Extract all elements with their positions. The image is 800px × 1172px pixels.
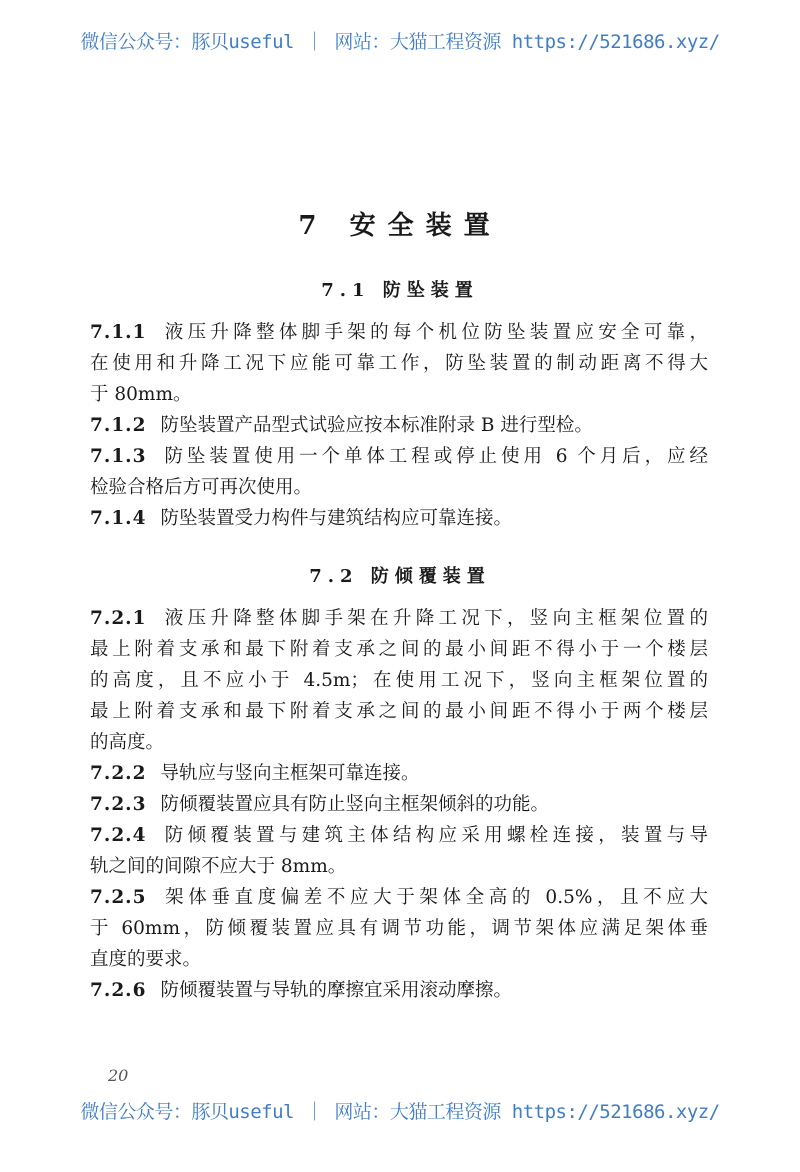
clause-line — [90, 665, 708, 696]
clause-number: 7.2.5 — [90, 887, 147, 908]
section-heading-7-1: 7.1 防坠装置 — [321, 280, 479, 301]
clause-number: 7.1.4 — [90, 508, 147, 529]
clause-line — [90, 603, 708, 634]
clause-line — [90, 379, 708, 410]
clause-text: 防倾覆装置与建筑主体结构应采用螺栓连接，装置与导 — [160, 825, 708, 846]
clause-number: 7.2.3 — [90, 794, 147, 815]
clause-line — [90, 503, 708, 534]
clause-text: 检验合格后方可再次使用。 — [90, 477, 313, 498]
clause-line — [90, 317, 708, 348]
clause-text: 最上附着支承和最下附着支承之间的最小间距不得小于一个楼层 — [90, 639, 708, 660]
clause-7-2-3 — [90, 789, 708, 820]
clause-7-2-4 — [90, 820, 708, 882]
clause-text: 于 80mm。 — [90, 384, 192, 405]
section-7-1-body — [90, 317, 708, 534]
clause-text: 液压升降整体脚手架在升降工况下，竖向主框架位置的 — [160, 608, 708, 629]
clause-7-2-2 — [90, 758, 708, 789]
clause-number: 7.1.3 — [90, 446, 147, 467]
clause-text: 直度的要求。 — [90, 949, 202, 970]
clause-line — [90, 820, 708, 851]
clause-text: 导轨应与竖向主框架可靠连接。 — [160, 763, 420, 784]
clause-text: 防倾覆装置应具有防止竖向主框架倾斜的功能。 — [160, 794, 550, 815]
clause-line — [90, 758, 708, 789]
clause-7-2-1 — [90, 603, 708, 758]
clause-number: 7.2.4 — [90, 825, 147, 846]
clause-text: 防坠装置受力构件与建筑结构应可靠连接。 — [160, 508, 513, 529]
watermark-top: 微信公众号：豚贝useful ｜ 网站：大猫工程资源 https://521686.xyz/ — [80, 31, 720, 53]
clause-number: 7.1.2 — [90, 415, 147, 436]
clause-line — [90, 851, 708, 882]
clause-line — [90, 913, 708, 944]
clause-7-1-3 — [90, 441, 708, 503]
clause-text: 在使用和升降工况下应能可靠工作，防坠装置的制动距离不得大 — [90, 353, 708, 374]
clause-text: 防坠装置使用一个单体工程或停止使用 6 个月后，应经 — [160, 446, 708, 467]
clause-7-1-1 — [90, 317, 708, 410]
clause-line — [90, 727, 708, 758]
watermark-bottom: 微信公众号：豚贝useful ｜ 网站：大猫工程资源 https://521686.xyz/ — [80, 1101, 720, 1123]
clause-number: 7.2.6 — [90, 980, 147, 1001]
section-heading-7-2: 7.2 防倾覆装置 — [309, 566, 491, 587]
section-7-2-body — [90, 603, 708, 1006]
clause-number: 7.2.1 — [90, 608, 147, 629]
clause-number: 7.1.1 — [90, 322, 147, 343]
page-number: 20 — [108, 1066, 129, 1085]
clause-7-1-4 — [90, 503, 708, 534]
clause-line — [90, 882, 708, 913]
clause-7-2-6 — [90, 975, 708, 1006]
clause-line — [90, 410, 708, 441]
clause-text: 的高度。 — [90, 732, 165, 753]
clause-line — [90, 696, 708, 727]
clause-text: 防坠装置产品型式试验应按本标准附录 B 进行型检。 — [160, 415, 593, 436]
clause-number: 7.2.2 — [90, 763, 147, 784]
clause-line — [90, 348, 708, 379]
clause-text: 液压升降整体脚手架的每个机位防坠装置应安全可靠， — [160, 322, 708, 343]
clause-7-2-5 — [90, 882, 708, 975]
clause-text: 于 60mm，防倾覆装置应具有调节功能，调节架体应满足架体垂 — [90, 918, 708, 939]
clause-7-1-2 — [90, 410, 708, 441]
clause-line — [90, 634, 708, 665]
clause-text: 最上附着支承和最下附着支承之间的最小间距不得小于两个楼层 — [90, 701, 708, 722]
clause-line — [90, 944, 708, 975]
clause-line — [90, 975, 708, 1006]
clause-line — [90, 789, 708, 820]
clause-text: 架体垂直度偏差不应大于架体全高的 0.5%，且不应大 — [160, 887, 708, 908]
clause-text: 的高度，且不应小于 4.5m；在使用工况下，竖向主框架位置的 — [90, 670, 708, 691]
clause-text: 轨之间的间隙不应大于 8mm。 — [90, 856, 347, 877]
clause-text: 防倾覆装置与导轨的摩擦宜采用滚动摩擦。 — [160, 980, 513, 1001]
clause-line — [90, 472, 708, 503]
clause-line — [90, 441, 708, 472]
chapter-title: 7 安全装置 — [298, 211, 502, 241]
